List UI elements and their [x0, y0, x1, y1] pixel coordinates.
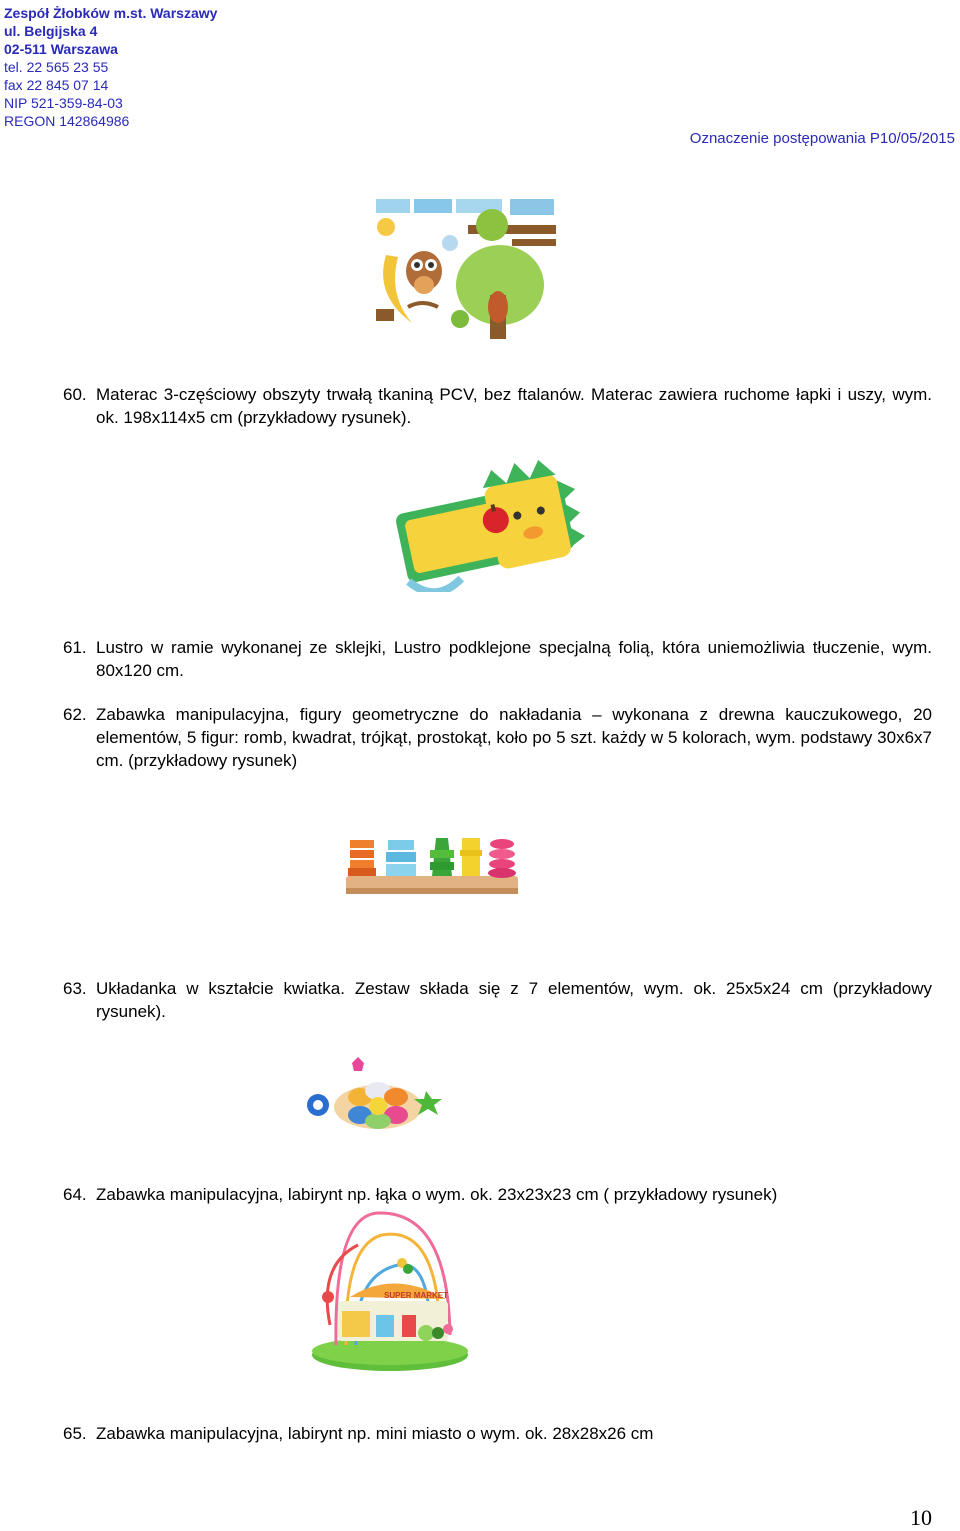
item-63: [63, 977, 932, 1023]
item-text: Układanka w kształcie kwiatka. Zestaw składa się z 7 elementów, wym. ok. 25x5x24 cm (przykładowy rysunek).: [96, 979, 932, 1021]
item-text: Materac 3-częściowy obszyty trwałą tkaniną PCV, bez ftalanów. Materac zawiera ruchome łapki i uszy, wym. ok. 198x114x5 cm (przykładowy rysunek).: [96, 385, 932, 427]
flower-puzzle-image: [300, 1055, 445, 1140]
org-regon: REGON 142864986: [4, 113, 130, 129]
item-60: [63, 383, 932, 429]
procedure-reference: Oznaczenie postępowania P10/05/2015: [689, 130, 955, 147]
item-text: Zabawka manipulacyjna, labirynt np. łąka o wym. ok. 23x23x23 cm ( przykładowy rysunek): [96, 1185, 778, 1204]
item-text: Zabawka manipulacyjna, figury geometryczne do nakładania – wykonana z drewna kauczukowego, 20 elementów, 5 figur: romb, kwadrat, trójkąt, prostokąt, koło po 5 szt. każdy w 5 kolorach, wym. podstawy 30x6x7 cm. (przykładowy rysunek): [96, 705, 932, 770]
item-number: 62.: [63, 705, 87, 724]
mattress-image: [390, 452, 585, 592]
org-street: ul. Belgijska 4: [4, 23, 98, 39]
org-name: Zespół Żłobków m.st. Warszawy: [4, 5, 218, 21]
item-number: 61.: [63, 638, 87, 657]
institution-header: [4, 4, 217, 130]
item-62: [63, 703, 932, 772]
page-number: 10: [910, 1505, 932, 1530]
maze-sign-text: SUPER MARKET: [384, 1291, 449, 1300]
item-65: [63, 1422, 932, 1445]
org-fax: fax 22 845 07 14: [4, 77, 109, 93]
item-61: [63, 636, 932, 682]
bead-maze-image: [298, 1205, 473, 1380]
item-64: [63, 1183, 932, 1206]
wall-sticker-image: [372, 195, 560, 345]
org-tel: tel. 22 565 23 55: [4, 59, 109, 75]
item-text: Zabawka manipulacyjna, labirynt np. mini miasto o wym. ok. 28x28x26 cm: [96, 1424, 654, 1443]
item-number: 63.: [63, 979, 87, 998]
item-number: 60.: [63, 385, 87, 404]
shape-sorter-image: [340, 810, 525, 930]
item-text: Lustro w ramie wykonanej ze sklejki, Lustro podklejone specjalną folią, która uniemożliwia tłuczenie, wym. 80x120 cm.: [96, 638, 932, 680]
org-postal: 02-511 Warszawa: [4, 41, 118, 57]
item-number: 64.: [63, 1185, 87, 1204]
org-nip: NIP 521-359-84-03: [4, 95, 123, 111]
item-number: 65.: [63, 1424, 87, 1443]
